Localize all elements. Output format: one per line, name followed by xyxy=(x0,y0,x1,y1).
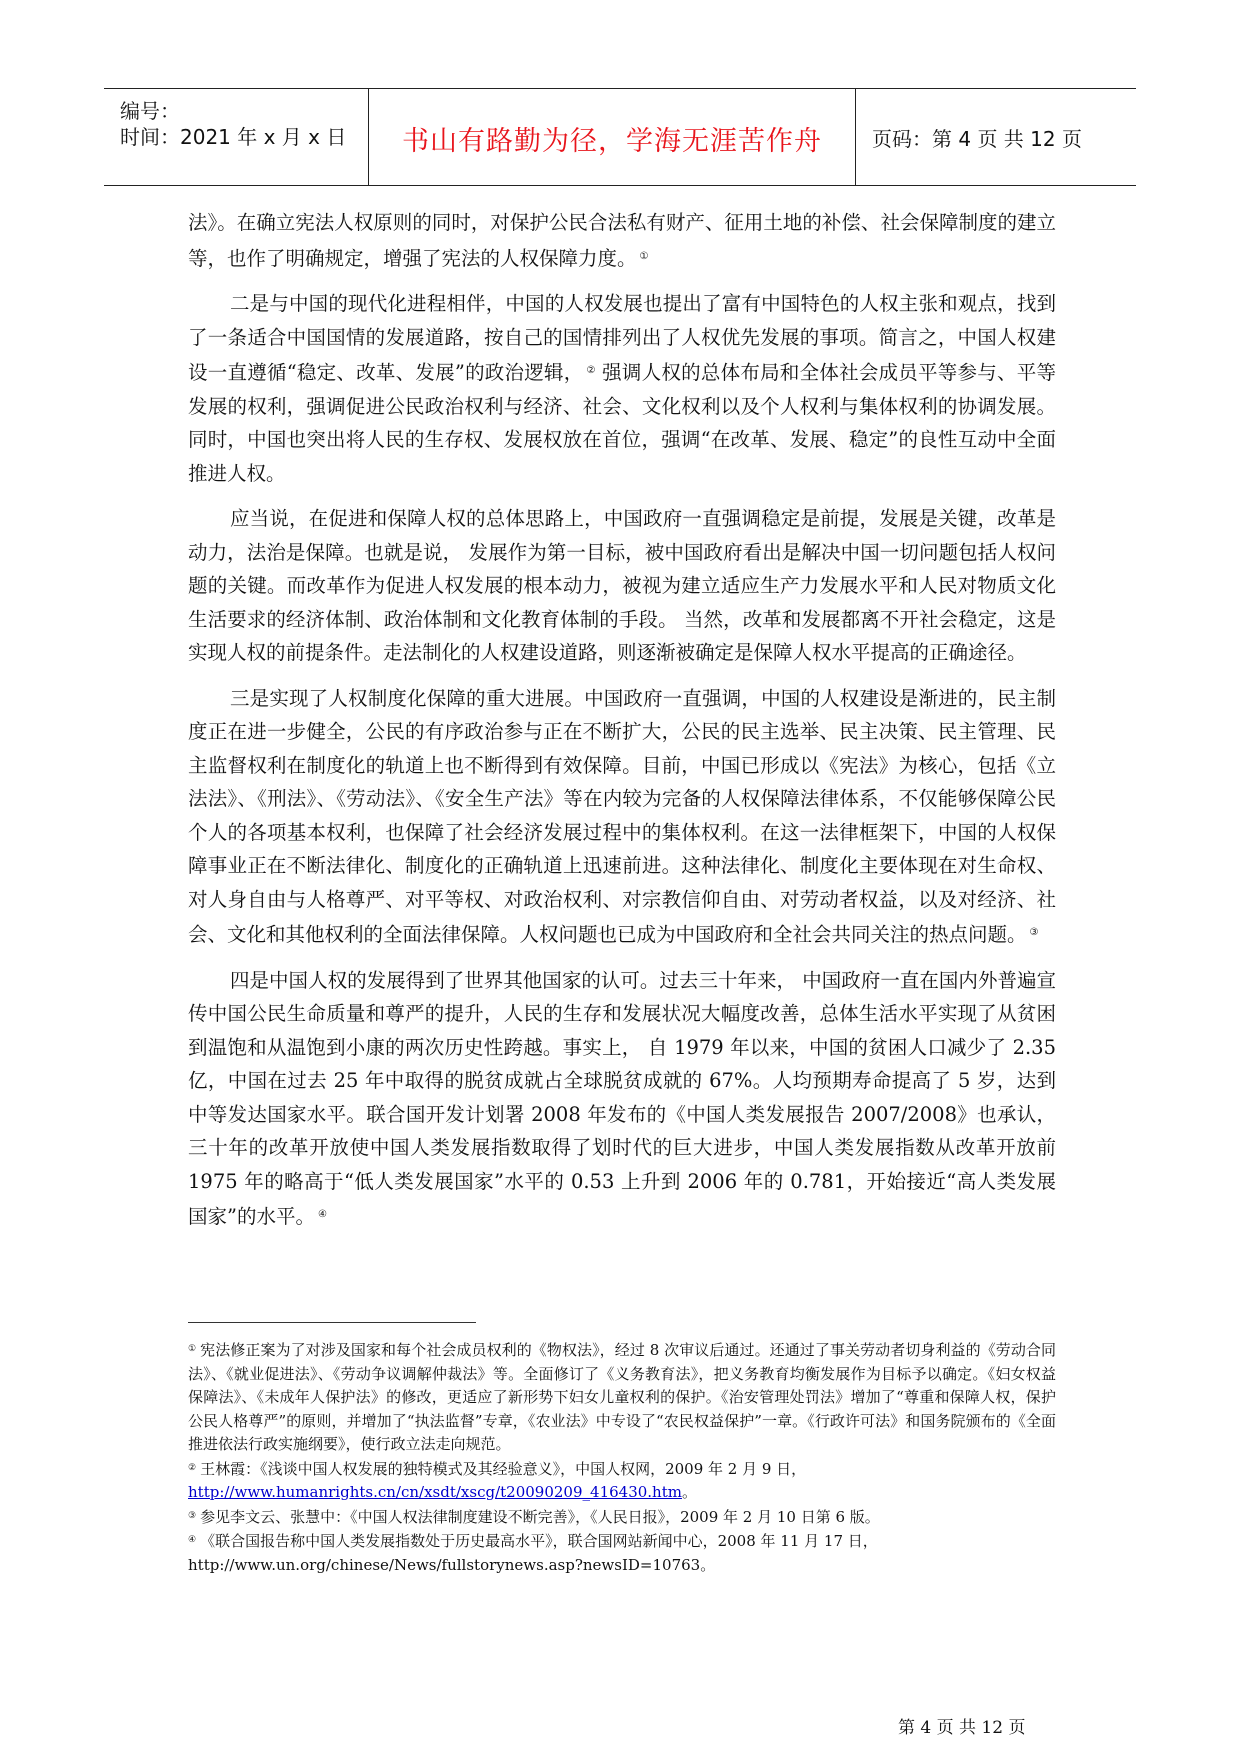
footnote-separator xyxy=(188,1322,476,1323)
paragraph-1 xyxy=(188,206,1056,275)
footnote-text: 参见李文云、张慧中：《中国人权法律制度建设不断完善》，《人民日报》，2009 年 2 月 10 日第 6 版。 xyxy=(200,1507,880,1526)
header-page-cell xyxy=(856,89,1136,185)
paragraph-4 xyxy=(188,682,1056,952)
header-motto-cell xyxy=(368,89,856,185)
footnote-mark: ④ xyxy=(188,1535,197,1545)
paragraph-5 xyxy=(188,964,1056,1234)
footnote-4 xyxy=(188,1529,1056,1577)
footnote-ref-4[interactable]: ④ xyxy=(317,1209,327,1220)
main-text xyxy=(188,206,1056,1246)
paragraph-text: 应当说，在促进和保障人权的总体思路上，中国政府一直强调稳定是前提，发展是关键，改革是动力，法治是保障。也就是说， 发展作为第一目标，被中国政府看出是解决中国一切问题包括人权问题的关键。而改革作为促进人权发展的根本动力，被视为建立适应生产力发展水平和人民对物质文化生活要求的经济体制、政治体制和文化教育体制的手段。 当然，改革和发展都离不开社会稳定，这是实现人权的前提条件。走法制化的人权建设道路，则逐渐被确定是保障人权水平提高的正确途径。 xyxy=(188,507,1056,664)
footnote-text: 宪法修正案为了对涉及国家和每个社会成员权利的《物权法》，经过 8 次审议后通过。还通过了事关劳动者切身利益的《劳动合同法》、《就业促进法》、《劳动争议调解仲裁法》等。全面修订了《义务教育法》，把义务教育均衡发展作为目标予以确定。《妇女权益保障法》、《未成年人保护法》的修改，更适应了新形势下妇女儿童权利的保护。《治安管理处罚法》增加了“尊重和保障人权，保护公民人格尊严”的原则，并增加了“执法监督”专章，《农业法》中专设了“农民权益保护”一章。《行政许可法》和国务院颁布的《全面推进依法行政实施纲要》，使行政立法走向规范。 xyxy=(188,1341,1056,1453)
paragraph-text: 三是实现了人权制度化保障的重大进展。中国政府一直强调，中国的人权建设是渐进的，民主制度正在进一步健全，公民的有序政治参与正在不断扩大，公民的民主选举、民主决策、民主管理、民主监督权利在制度化的轨道上也不断得到有效保障。目前，中国已形成以《宪法》为核心，包括《立法法》、《刑法》、《劳动法》、《安全生产法》等在内较为完备的人权保障法律体系，不仅能够保障公民个人的各项基本权利，也保障了社会经济发展过程中的集体权利。在这一法律框架下，中国的人权保障事业正在不断法律化、制度化的正确轨道上迅速前进。这种法律化、制度化主要体现在对生命权、对人身自由与人格尊严、对平等权、对政治权利、对宗教信仰自由、对劳动者权益，以及对经济、社会、文化和其他权利的全面法律保障。人权问题也已成为中国政府和全社会共同关注的热点问题。 xyxy=(188,686,1056,946)
header-table xyxy=(104,88,1136,186)
footnote-3 xyxy=(188,1505,1056,1530)
footnote-mark: ③ xyxy=(188,1510,197,1521)
paragraph-3 xyxy=(188,502,1056,670)
footnote-mark: ① xyxy=(188,1344,197,1354)
document-time-label: 时间：2021 年 x 月 x 日 xyxy=(120,125,347,149)
footnote-ref-3[interactable]: ③ xyxy=(1029,927,1039,938)
footnote-2 xyxy=(188,1457,1056,1505)
footnote-tail: 。 xyxy=(681,1483,697,1501)
footnote-text: 《联合国报告称中国人类发展指数处于历史最高水平》，联合国网站新闻中心，2008 年 11 月 17 日， xyxy=(200,1532,878,1550)
footnote-ref-2[interactable]: ② xyxy=(586,365,596,376)
footnotes xyxy=(188,1338,1056,1577)
footnote-ref-1[interactable]: ① xyxy=(639,250,649,262)
paragraph-2 xyxy=(188,287,1056,490)
header-motto: 书山有路勤为径，学海无涯苦作舟 xyxy=(402,126,822,157)
paragraph-text: 四是中国人权的发展得到了世界其他国家的认可。过去三十年来， 中国政府一直在国内外普遍宣传中国公民生命质量和尊严的提升，人民的生存和发展状况大幅度改善，总体生活水平实现了从贫困到温饱和从温饱到小康的两次历史性跨越。事实上， 自 1979 年以来，中国的贫困人口减少了 2.35 亿，中国在过去 25 年中取得的脱贫成就占全球脱贫成就的 67%。人均预期寿命提高了 5 岁，达到中等发达国家水平。联合国开发计划署 2008 年发布的《中国人类发展报告 2007/2008》也承认，三十年的改革开放使中国人类发展指数取得了划时代的巨大进步，中国人类发展指数从改革开放前 1975 年的略高于“低人类发展国家”水平的 0.53 上升到 2006 年的 0.781，开始接近“高人类发展国家”的水平。 xyxy=(188,968,1056,1228)
header-page-label: 页码：第 4 页 共 12 页 xyxy=(872,127,1082,151)
footnote-mark: ② xyxy=(188,1462,197,1473)
paragraph-text: 法》。在确立宪法人权原则的同时，对保护公民合法私有财产、征用土地的补偿、社会保障制度的建立等，也作了明确规定，增强了宪法的人权保障力度。 xyxy=(188,211,1056,270)
page-footer: 第 4 页 共 12 页 xyxy=(898,1718,1026,1738)
footnote-1 xyxy=(188,1338,1056,1457)
document-number-label: 编号： xyxy=(120,99,180,123)
footnote-url: http://www.un.org/chinese/News/fullstorynews.asp?newsID=10763。 xyxy=(188,1555,716,1574)
header-info-cell xyxy=(104,89,368,185)
paragraph-text: 二是与中国的现代化进程相伴，中国的人权发展也提出了富有中国特色的人权主张和观点，找到了一条适合中国国情的发展道路，按自己的国情排列出了人权优先发展的事项。简言之，中国人权建设一直遵循“稳定、改革、发展”的政治逻辑， xyxy=(188,292,1056,384)
paragraph-text-continued: 强调人权的总体布局和全体社会成员平等参与、平等发展的权利，强调促进公民政治权利与经济、社会、文化权利以及个人权利与集体权利的协调发展。同时，中国也突出将人民的生存权、发展权放在首位，强调“在改革、发展、稳定”的良性互动中全面推进人权。 xyxy=(188,361,1056,485)
footnote-link[interactable]: http://www.humanrights.cn/cn/xsdt/xscg/t20090209_416430.htm xyxy=(188,1483,682,1501)
footnote-text: 王林霞：《浅谈中国人权发展的独特模式及其经验意义》，中国人权网，2009 年 2 月 9 日， xyxy=(200,1459,807,1478)
